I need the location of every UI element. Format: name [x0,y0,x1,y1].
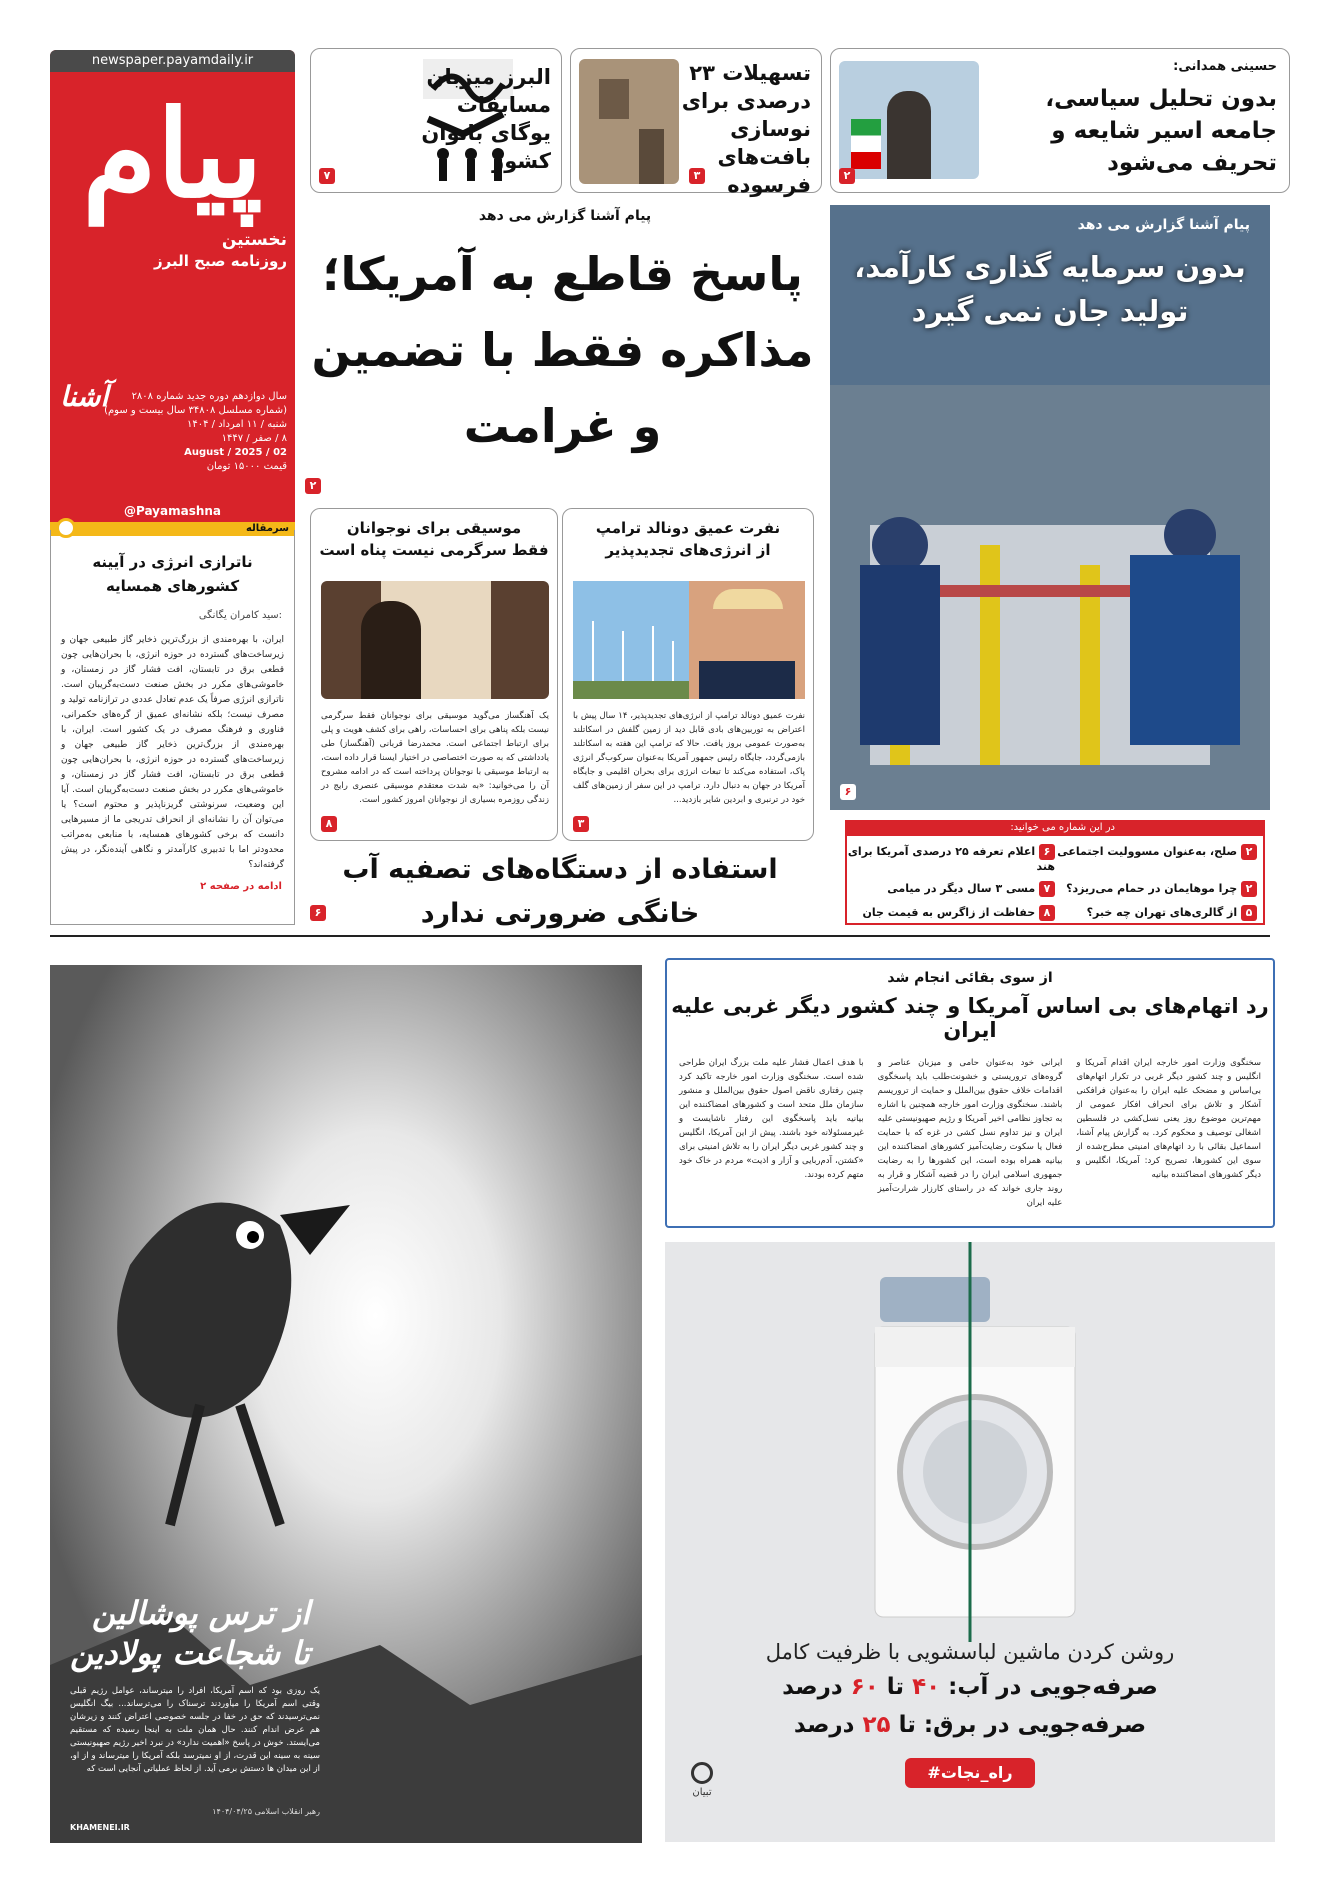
issue-line: 02 / August / 2025 [184,447,287,458]
lead-kicker: پیام آشنا گزارش می دهد [478,208,652,224]
ad-line3: صرفه‌جویی در برق: تا ۲۵ درصد [793,1712,1147,1738]
inside-item[interactable]: ۷ مسی ۳ سال دیگر در میامی [847,881,1055,897]
lead-headline[interactable]: پاسخ قاطع به آمریکا؛ مذاکره فقط با تضمین و غرامت [311,247,814,453]
promo-photo [839,61,979,179]
factory-story[interactable] [830,205,1270,810]
promo-title: تسهیلات ۲۳ درصدی برای نوسازی بافت‌های فرسوده [681,61,811,197]
story-title: از انرژی‌های تجدیدپذیر [605,541,771,559]
inside-item[interactable]: ۸ حفاظت از زاگرس به قیمت جان [847,905,1055,921]
ad-line2: صرفه‌جویی در آب: ۴۰ تا ۶۰ درصد [782,1674,1158,1700]
promo-yoga[interactable] [310,48,562,193]
brand-name: تبیان [692,1787,712,1798]
inside-item[interactable]: ۶ اعلام تعرفه ۲۵ درصدی آمریکا برای هند [847,845,1055,873]
news-column: ایرانی خود به‌عنوان حامی و میزبان عناصر و گروه‌های تروریستی و خشونت‌طلب باید پاسخگوی اقدامات خلاف حقوق بین‌الملل و حمایت از تروریسم باشند. سخنگوی وزارت امور خارجه همچنین با اشاره به تجاوز نظامی اخیر آمریکا و رژیم صهیونیستی علیه ایران و نیز تداوم نسل کشی در غزه که با حمایت فعال یا سکوت رضایت‌آمیز کشورهای امضاکننده این بیانیه همراه بوده است، این کشورها را به رضایت جمهوری اسلامی ایران را در قضیه آشکار و قرار به روند جاری خواند که در راستای کارزار شرارت‌آمیز علیه ایران [877,1058,1063,1208]
ad-brand [691,1762,713,1798]
issue-line: قیمت ۱۵۰۰۰ تومان [206,461,287,472]
inside-item[interactable]: ۵ از گالری‌های تهران چه خبر؟ [1055,905,1263,921]
inside-item[interactable]: ۲ چرا موهایمان در حمام می‌ریزد؟ [1055,881,1263,897]
masthead [50,50,295,522]
story-body: نفرت عمیق دونالد ترامپ از انرژی‌های تجدیدپذیر، ۱۴ سال پیش با اعتراض به توربین‌های بادی قابل دید از زمین گلفش در اسکاتلند به‌صورت عمومی بروز یافت. حالا که ترامپ این هفته به اسکاتلند بازمی‌گردد، جایگاه رئیس جمهور آمریکا به‌عنوان سرکوب‌گر انرژی پاک، استفاده می‌کند تا تبعات انرژی برای بحران اقلیمی و جایگاه آمریکا در جهان به دنبال دارد. ترامپ در این سفر از زمین‌های گلف خود در ترنبری و ابردین شایر بازدید... [573,711,805,805]
ad-hashtag[interactable]: #راه_نجات [905,1758,1035,1788]
story-title: نفرت عمیق دونالد ترامپ [595,519,781,537]
ad-washing-machine[interactable] [665,1242,1275,1842]
story-trump[interactable] [562,508,814,841]
musician-figure [361,601,421,699]
cartoon [50,965,642,1843]
masthead-logo-sub: آشنا [60,380,109,413]
promo-photo [579,59,679,184]
masthead-tagline-1: نخستین [221,230,287,250]
inside-box [845,820,1265,925]
issue-line: ۸ / صفر / ۱۴۴۷ [221,433,287,444]
story-title: موسیقی برای نوجوانان [346,519,522,537]
promo-title: بدون تحلیل سیاسی، جامعه اسیر شایعه و تحریف می‌شود [1045,86,1277,176]
door-shape [639,129,664,184]
issue-line: شنبه / ۱۱ امرداد / ۱۴۰۴ [187,419,287,430]
factory-kicker: پیام آشنا گزارش می دهد [1077,217,1250,233]
masthead-handle[interactable]: @Payamashna [50,500,295,522]
promo-hamedani[interactable] [830,48,1290,193]
masthead-url[interactable]: newspaper.payamdaily.ir [50,50,295,72]
page-badge: ۶ [310,905,326,921]
editorial-continue[interactable]: ادامه در صفحه ۲ [200,881,282,892]
story-title: فقط سرگرمی نیست پناه است [319,541,549,559]
editorial-section: سرمقاله [245,523,289,534]
window-shape [599,79,629,119]
page-badge: ۷ [319,168,335,184]
factory-headline: بدون سرمایه گذاری کارآمد، تولید جان نمی گیرد [854,250,1246,328]
section-divider [50,935,1270,937]
story-photo [321,581,549,699]
editorial-box [50,530,295,925]
promo-kicker: حسینی همدانی: [1173,59,1277,74]
page-badge: ۲ [839,168,855,184]
news-box[interactable] [665,958,1275,1228]
news-column: با هدف اعمال فشار علیه ملت بزرگ ایران طراحی شده است. سخنگوی وزارت امور خارجه تاکید کرد چنین رفتاری ناقض اصول حقوق بین‌الملل و منشور سازمان ملل متحد است و کشورهای امضاکننده این بیانیه باید پاسخگوی این رفتار ناشایست و غیرمسئولانه خود باشند. پیش از این آمریکا، انگلیس و چند کشور غربی دیگر ایران را به تلاش امنیتی برای «کشتن، آدم‌ربایی و آزار و اذیت» مردم در خاک خود متهم کرده بودند. [678,1058,864,1180]
issue-info [102,390,287,474]
inside-header: در این شماره می خوانید: [845,820,1265,836]
story-body: یک آهنگساز می‌گوید موسیقی برای نوجوانان فقط سرگرمی نیست بلکه پناهی برای احساسات، راهی برای کشف هویت و پلی برای ارتباط اجتماعی است. محمدرضا قربانی (آهنگساز) طی یادداشتی که به صورت اختصاصی در اختیار ایسنا قرار داده است، به ارتباط موسیقی با نوجوانان پرداخته است که در ادامه مشروح آن را می‌خوانید: «به شدت معتقدم موسیقی عنصری رایج در زندگی روزمره بسیاری از نوجوانان امروز کشور است. [321,711,549,805]
cartoon-title [70,1593,310,1673]
promo-renovation[interactable] [570,48,822,197]
masthead-tagline-2: روزنامه صبح البرز [154,252,287,270]
water-headline[interactable]: استفاده از دستگاه‌های تصفیه آب خانگی ضرورتی ندارد [342,854,778,929]
inside-item[interactable]: ۲ صلح، به‌عنوان مسوولیت اجتماعی [1055,844,1263,873]
news-columns [679,1056,1261,1210]
issue-line: (شماره مسلسل ۳۴۸۰۸ سال بیست و سوم) [104,405,287,416]
page-badge: ۳ [573,816,589,832]
page-badge: ۲ [305,478,321,494]
story-music[interactable] [310,508,558,841]
page-badge: ۶ [840,784,856,800]
news-column: سخنگوی وزارت امور خارجه ایران اقدام آمریکا و انگلیس و چند کشور دیگر غربی در تکرار اتهام‌های بی‌اساس و مضحک علیه ایران را به‌عنوان فرافکنی آشکار و تلاش برای انحراف افکار عمومی از مهم‌ترین موضوع روز یعنی نسل‌کشی در فلسطین اشغالی توصیف و محکوم کرد. به گزارش پیام آشنا، اسماعیل بقائی با رد اتهام‌های امنیتی مطرح‌شده از سوی این کشورها، تصریح کرد: آمریکا، انگلیس و دیگر کشورهای امضاکننده بیانیه [1076,1058,1261,1180]
page-badge: ۳ [689,168,705,184]
news-headline: رد اتهام‌های بی اساس آمریکا و چند کشور دیگر غربی علیه ایران [671,994,1269,1042]
cartoon-credit: رهبر انقلاب اسلامی ۱۴۰۴/۰۴/۲۵ [212,1807,320,1816]
brand-logo-icon [691,1762,713,1784]
cartoon-title-line: از ترس پوشالین [91,1594,310,1632]
editorial-body: ایران، با بهره‌مندی از بزرگ‌ترین ذخایر گاز طبیعی جهان و زیرساخت‌های گسترده در حوزه انرژی، با بحران‌هایی چون قطعی برق در تابستان، افت فشار گاز در زمستان، و خاموشی‌های مکرر در بخش صنعت دست‌به‌گریبان است. ناترازی انرژی صرفاً یک عدم تعادل عددی در ترازنامه تولید و مصرف نیست؛ بلکه نشانه‌ای عمیق از گره‌های حکمرانی، فناوری و فرهنگ مصرف در یک کشور است. ایران، با بهره‌مندی از بزرگ‌ترین ذخایر گاز طبیعی جهان و زیرساخت‌های گسترده در حوزه انرژی، با بحران‌هایی چون قطعی برق در تابستان، افت فشار گاز در زمستان، و خاموشی‌های مکرر در بخش صنعت دست‌به‌گریبان است. آیا این وضعیت، سرنوشتی گریزناپذیر و محتوم است؟ یا می‌توان آن را نشانه‌ای از انحراف تدریجی ما از مسیرهایی دانست که برخی کشورهای همسایه، با منابعی به‌مراتب محدودتر اما با تدبیری کارآمدتر و نگاهی آینده‌نگر، در پیش گرفته‌اند؟ [61,635,284,870]
inside-list [847,844,1263,921]
editorial-title[interactable]: ناترازی انرژی در آیینه کشورهای همسایه [92,553,253,595]
flag-icon [851,119,881,169]
trump-photo [689,581,805,699]
ad-line1: روشن کردن ماشین لباسشویی با ظرفیت کامل [765,1640,1175,1664]
editorial-author: :سید کامران یگانگی [198,610,282,621]
promo-title: البرز میزبان مسابقات یوگای بانوان کشور [421,65,551,173]
page-badge: ۸ [321,816,337,832]
cartoon-caption: یک روزی بود که اسم آمریکا، افراد را میترساند، عوامل رژیم قبلی وقتی اسم آمریکا را میآوردند ترسناک را می‌ترساند... بیگ انگلیس نمی‌ترسیدند که حق در خفا در جلسه خصوصی اعتراض کنند و زیرشان هم عرض اندام کنند. حال همان ملت به اینجا رسیده که مستقیم می‌ایستد. خوش در پاسخ «اهمیت ندارد» در نبرد اخیر رژیم صهیونیستی سینه به سینه این قدرت، از او نمیترسد بلکه آمریکا را میترساند و از او، از این میدان ها دستش برمی آید. از لحاظ عملیاتی آنجایی است که [70,1686,320,1774]
news-kicker: از سوی بقائی انجام شد [887,970,1053,986]
washing-machine-icon [665,1242,1275,1842]
speaker-figure [887,91,931,179]
cartoon-title-line: تا شجاعت پولادین [70,1634,310,1672]
turbines-photo [573,581,689,699]
issue-line: سال دوازدهم دوره جدید شماره ۲۸۰۸ [131,391,287,402]
masthead-logo: پیام [82,84,263,225]
story-photo [573,581,805,699]
cartoon-site[interactable]: KHAMENEI.IR [70,1823,130,1832]
